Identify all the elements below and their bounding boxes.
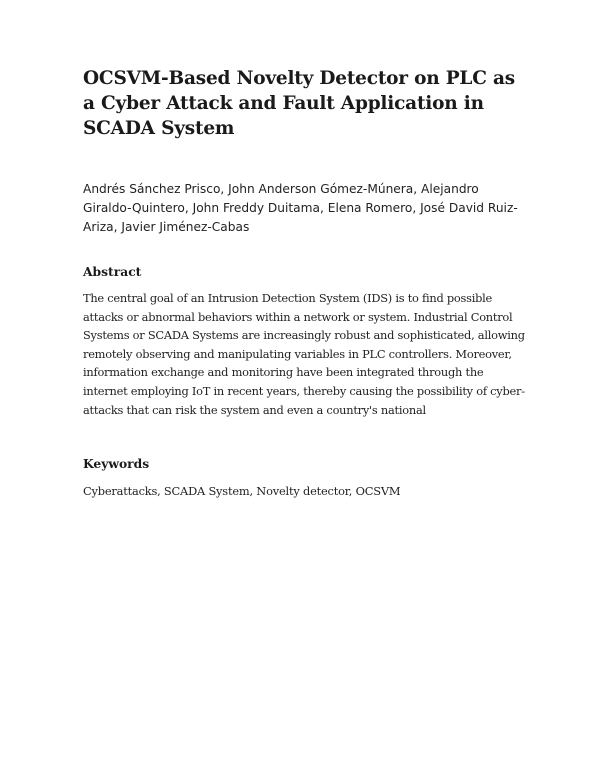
keywords-text: Cyberattacks, SCADA System, Novelty detector, OCSVM — [83, 484, 401, 498]
author-list: Andrés Sánchez Prisco, John Anderson Gómez-Múnera, Alejandro Giraldo-Quintero, John Freddy Duitama, Elena Romero, José David Ruiz-Ariza, Javier Jiménez-Cabas — [83, 182, 518, 234]
abstract-text: The central goal of an Intrusion Detection System (IDS) is to find possible attacks or abnormal behaviors within a network or system. Industrial Control Systems or SCADA Systems are increasingly robust and sophisticated, allowing remotely observing and manipulating variables in PLC controllers. Moreover, information exchange and monitoring have been integrated through the internet employing IoT in recent years, thereby causing the possibility of cyber-attacks that can risk the system and even a country's national — [83, 291, 525, 417]
paper-title: OCSVM-Based Novelty Detector on PLC as a Cyber Attack and Fault Application in SCADA System — [83, 68, 516, 139]
keywords-heading: Keywords — [83, 456, 150, 471]
abstract-heading: Abstract — [83, 264, 142, 279]
